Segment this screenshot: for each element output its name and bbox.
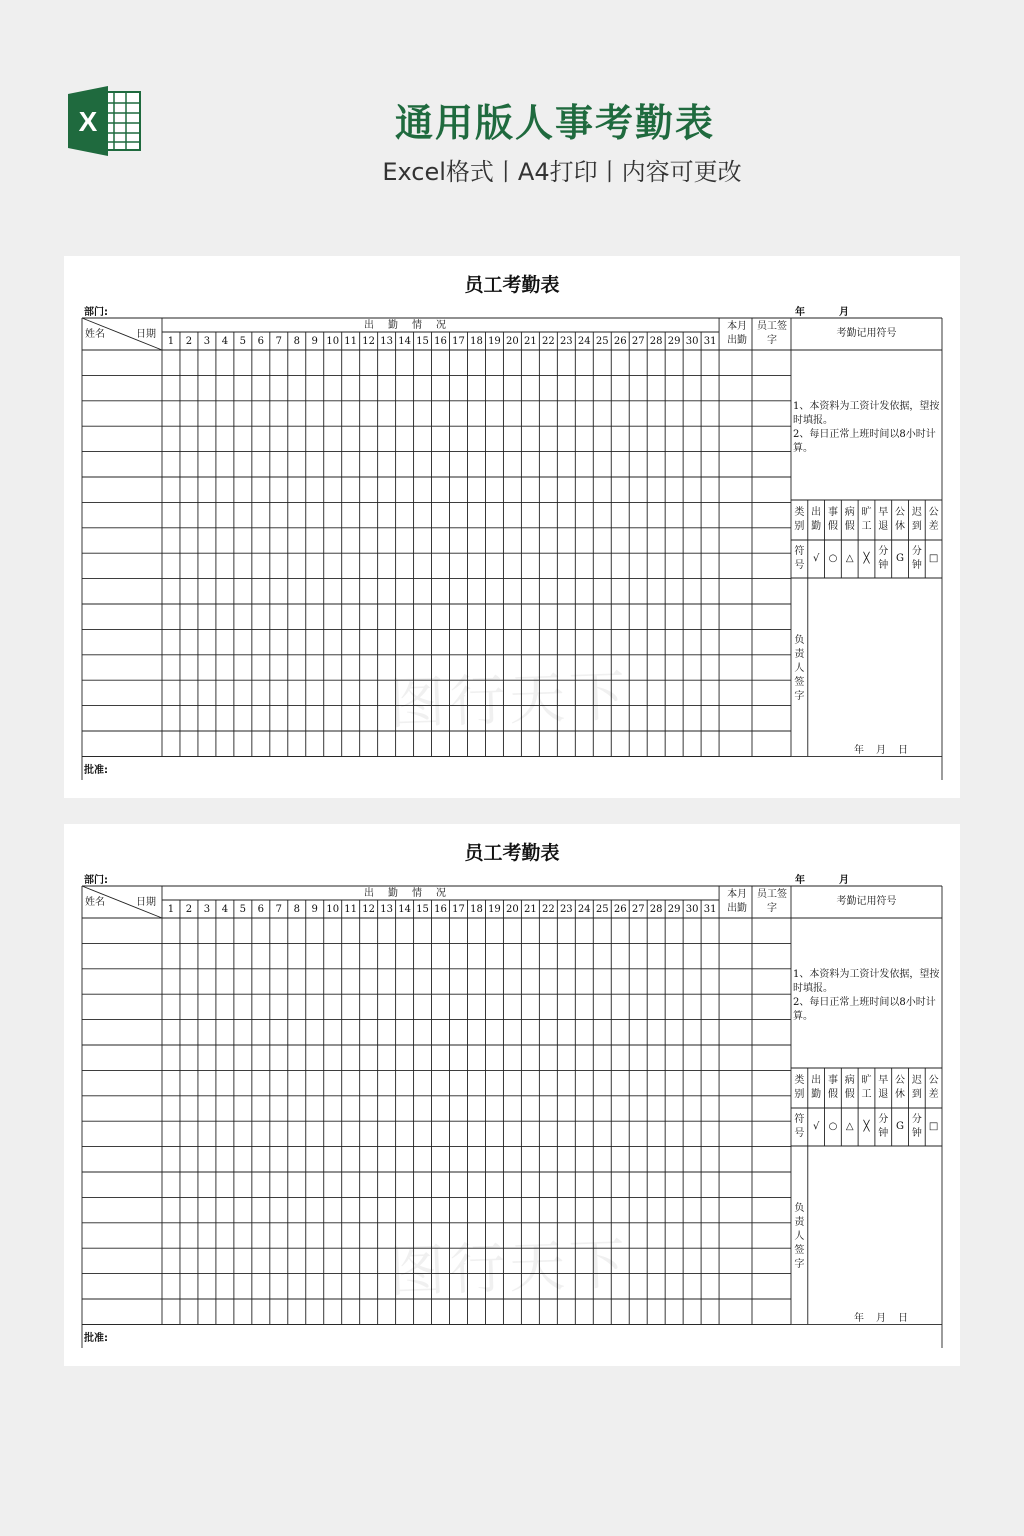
manager-sign-label: 负 (794, 635, 805, 646)
day-header: 30 (685, 904, 699, 915)
approve-label: 批准: (84, 765, 108, 776)
symbol-value: □ (928, 553, 939, 564)
page-title: 通用版人事考勤表 (394, 101, 715, 145)
day-header: 21 (524, 336, 537, 347)
day-header: 22 (541, 904, 555, 915)
symbols-header: 考勤记用符号 (836, 328, 897, 339)
manager-sign-label: 负 (794, 1203, 805, 1214)
day-header: 24 (577, 336, 591, 347)
symbol-row-label: 符 (794, 1114, 805, 1125)
day-header: 11 (344, 336, 358, 347)
day-header: 15 (416, 336, 429, 347)
attendance-sheet (64, 256, 960, 798)
sheet-title: 员工考勤表 (464, 842, 560, 864)
symbol-value: ○ (828, 1121, 838, 1132)
day-header: 8 (293, 904, 300, 915)
day-header: 9 (311, 904, 318, 915)
category-label: 到 (911, 1089, 922, 1100)
category-label: 到 (911, 521, 922, 532)
category-row-label: 类 (794, 507, 805, 518)
day-header: 28 (649, 336, 663, 347)
day-header: 15 (416, 904, 429, 915)
category-label: 勤 (811, 521, 822, 532)
excel-logo-letter: X (78, 106, 98, 137)
name-label: 姓名 (85, 329, 105, 340)
category-label: 差 (928, 521, 939, 532)
category-label: 公 (895, 507, 906, 518)
day-header: 5 (239, 336, 247, 347)
day-header: 20 (506, 904, 519, 915)
day-header: 4 (221, 336, 229, 347)
day-header: 28 (649, 904, 663, 915)
category-label: 假 (827, 521, 838, 532)
category-label: 早 (878, 1075, 889, 1086)
category-row-label: 别 (794, 1089, 805, 1100)
symbol-row-label: 符 (794, 546, 805, 557)
day-header: 3 (203, 904, 211, 915)
symbol-value: □ (928, 1121, 939, 1132)
day-header: 5 (239, 904, 247, 915)
symbol-value: △ (845, 553, 854, 564)
symbol-value: G (896, 553, 905, 564)
symbol-row-label: 号 (794, 560, 805, 571)
day-header: 6 (257, 904, 265, 915)
date-label: 日期 (136, 897, 156, 908)
day-header: 23 (559, 336, 573, 347)
employee-sign-label: 字 (767, 903, 777, 914)
symbol-value: 分 (878, 546, 889, 557)
employee-sign-label: 员工签 (757, 321, 787, 332)
day-header: 17 (452, 336, 465, 347)
symbol-value: 钟 (911, 1128, 922, 1139)
category-label: 迟 (911, 1075, 922, 1086)
note-line: 1、本资料为工资计发依据，望按时填报。 (793, 969, 940, 994)
day-header: 25 (595, 904, 609, 915)
symbol-value: 钟 (878, 560, 889, 571)
category-label: 休 (895, 521, 906, 532)
category-label: 工 (861, 1089, 872, 1100)
month-attend-label: 本月 (727, 889, 748, 900)
day-header: 21 (524, 904, 537, 915)
day-header: 8 (293, 336, 300, 347)
day-header: 31 (703, 904, 717, 915)
day-header: 12 (362, 336, 375, 347)
manager-sign-label: 责 (794, 1217, 805, 1228)
category-label: 旷 (861, 1075, 872, 1086)
notes (793, 968, 943, 1024)
category-label: 病 (844, 507, 855, 518)
day-header: 6 (257, 336, 265, 347)
day-header: 1 (167, 336, 175, 347)
day-header: 4 (221, 904, 229, 915)
day-header: 10 (326, 904, 340, 915)
category-label: 事 (827, 507, 838, 518)
symbol-value: √ (812, 1121, 820, 1132)
symbol-value: G (896, 1121, 905, 1132)
category-label: 假 (844, 521, 855, 532)
dept-label: 部门: (84, 307, 108, 318)
manager-sign-label: 字 (794, 691, 805, 702)
category-label: 休 (895, 1089, 906, 1100)
symbol-value: 钟 (878, 1128, 889, 1139)
day-header: 16 (434, 336, 447, 347)
day-header: 19 (488, 336, 501, 347)
manager-sign-label: 人 (794, 663, 805, 674)
category-label: 假 (827, 1089, 838, 1100)
category-label: 迟 (911, 507, 922, 518)
manager-sign-label: 人 (794, 1231, 805, 1242)
day-header: 18 (470, 904, 483, 915)
manager-sign-label: 字 (794, 1259, 805, 1270)
sign-date-line: 年 月 日 (854, 1313, 909, 1324)
category-label: 早 (878, 507, 889, 518)
sign-date-line: 年 月 日 (854, 745, 909, 756)
day-header: 11 (344, 904, 358, 915)
month-label: 月 (839, 875, 849, 886)
day-header: 14 (398, 336, 411, 347)
year-label: 年 (795, 307, 805, 318)
name-label: 姓名 (85, 897, 105, 908)
month-attend-label: 本月 (727, 321, 748, 332)
category-label: 假 (844, 1089, 855, 1100)
day-header: 22 (541, 336, 555, 347)
symbols-header: 考勤记用符号 (836, 896, 897, 907)
day-header: 7 (275, 336, 282, 347)
day-header: 14 (398, 904, 411, 915)
day-header: 30 (685, 336, 699, 347)
day-header: 20 (506, 336, 519, 347)
symbol-value: ╳ (863, 553, 870, 564)
category-label: 退 (878, 521, 889, 532)
watermark: 图行天下 (388, 1231, 631, 1306)
attendance-header: 出 勤 情 况 (364, 320, 448, 331)
day-header: 12 (362, 904, 375, 915)
note-line: 2、每日正常上班时间以8小时计算。 (793, 997, 936, 1022)
category-label: 工 (861, 521, 872, 532)
day-header: 9 (311, 336, 318, 347)
day-header: 27 (631, 904, 645, 915)
manager-sign-label: 签 (794, 1245, 805, 1256)
day-header: 18 (470, 336, 483, 347)
attendance-header: 出 勤 情 况 (364, 888, 448, 899)
dept-label: 部门: (84, 875, 108, 886)
employee-sign-label: 员工签 (757, 889, 787, 900)
day-header: 2 (185, 336, 193, 347)
day-header: 23 (559, 904, 573, 915)
day-header: 29 (667, 904, 681, 915)
symbol-row-label: 号 (794, 1128, 805, 1139)
sheet-title: 员工考勤表 (464, 274, 560, 296)
year-label: 年 (795, 875, 805, 886)
day-header: 3 (203, 336, 211, 347)
manager-sign-label: 签 (794, 677, 805, 688)
symbol-value: △ (845, 1121, 854, 1132)
symbol-value: ○ (828, 553, 838, 564)
employee-sign-label: 字 (767, 335, 777, 346)
symbol-value: √ (812, 553, 820, 564)
note-line: 1、本资料为工资计发依据，望按时填报。 (793, 401, 940, 426)
day-header: 29 (667, 336, 681, 347)
day-header: 25 (595, 336, 609, 347)
day-header: 31 (703, 336, 717, 347)
manager-sign-label: 责 (794, 649, 805, 660)
month-attend-label: 出勤 (727, 903, 748, 914)
symbol-value: 钟 (911, 560, 922, 571)
category-label: 出 (811, 1075, 822, 1086)
watermark: 图行天下 (388, 663, 631, 738)
category-label: 差 (928, 1089, 939, 1100)
date-label: 日期 (136, 329, 156, 340)
day-header: 13 (380, 336, 393, 347)
category-row-label: 别 (794, 521, 805, 532)
category-label: 退 (878, 1089, 889, 1100)
category-label: 事 (827, 1075, 838, 1086)
page-subtitle: Excel格式丨A4打印丨内容可更改 (382, 158, 742, 186)
day-header: 2 (185, 904, 193, 915)
note-line: 2、每日正常上班时间以8小时计算。 (793, 429, 936, 454)
day-header: 7 (275, 904, 282, 915)
day-header: 26 (613, 904, 627, 915)
symbol-value: 分 (911, 546, 922, 557)
notes (793, 400, 943, 456)
attendance-sheet (64, 824, 960, 1366)
month-label: 月 (839, 307, 849, 318)
month-attend-label: 出勤 (727, 335, 748, 346)
approve-label: 批准: (84, 1333, 108, 1344)
category-label: 公 (895, 1075, 906, 1086)
day-header: 16 (434, 904, 447, 915)
symbol-value: 分 (911, 1114, 922, 1125)
category-label: 病 (844, 1075, 855, 1086)
day-header: 26 (613, 336, 627, 347)
category-label: 勤 (811, 1089, 822, 1100)
day-header: 27 (631, 336, 645, 347)
category-row-label: 类 (794, 1075, 805, 1086)
symbol-value: 分 (878, 1114, 889, 1125)
category-label: 公 (928, 507, 939, 518)
category-label: 旷 (861, 507, 872, 518)
category-label: 公 (928, 1075, 939, 1086)
day-header: 1 (167, 904, 175, 915)
day-header: 13 (380, 904, 393, 915)
symbol-value: ╳ (863, 1121, 870, 1132)
category-label: 出 (811, 507, 822, 518)
day-header: 24 (577, 904, 591, 915)
day-header: 10 (326, 336, 340, 347)
day-header: 19 (488, 904, 501, 915)
day-header: 17 (452, 904, 465, 915)
